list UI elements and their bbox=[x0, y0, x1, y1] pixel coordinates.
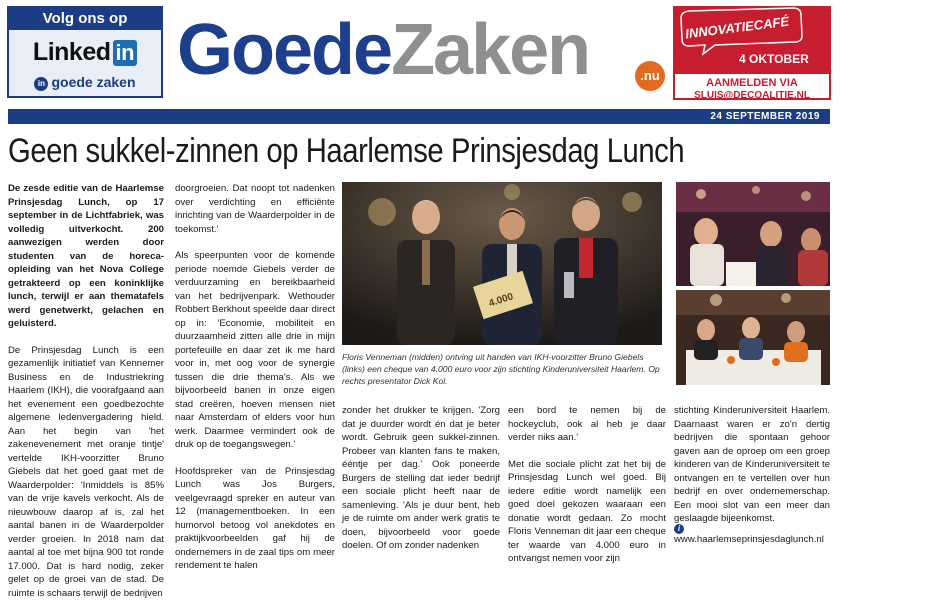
photo-three-men-cheque bbox=[342, 182, 662, 345]
innovatiecafe-date: 4 OKTOBER bbox=[739, 52, 809, 66]
photo-audience-bottom bbox=[676, 290, 830, 385]
photo-lunch-hall bbox=[676, 290, 830, 385]
photo-caption: Floris Venneman (midden) ontving uit handen van IKH-voorzitter Bruno Giebels (links) een cheque van 4.000 euro voor zijn stichting Kinderuniversiteit Haarlem. Op rechts presentator Dick Kol. bbox=[342, 352, 660, 386]
linkedin-small-icon: in bbox=[34, 77, 48, 91]
article-paragraph: Met die sociale plicht zat het bij de Prinsjesdag Lunch wel goed. Bij iedere editie wordt namelijk een goed doel gekozen waaraan een donatie wordt gedaan. Zo mocht Floris Venneman dit jaar een cheque ter waarde van 4.000 euro in ontvangst nemen voor zijn bbox=[508, 458, 666, 564]
article-column-2 bbox=[175, 182, 335, 586]
article-paragraph: een bord te nemen bij de hockeyclub, ook al heb je daar verder niks aan.' bbox=[508, 405, 666, 443]
innovatiecafe-ad[interactable] bbox=[673, 6, 831, 100]
info-icon: i bbox=[674, 524, 684, 534]
article-column-4 bbox=[508, 404, 666, 579]
article-column-3 bbox=[342, 404, 500, 566]
logo-zaken: Zaken bbox=[391, 10, 590, 90]
article-paragraph: Hoofdspreker van de Prinsjesdag Lunch was Jos Burgers, veelgevraagd spreker en auteur van 12 (managementboeken. In een humorvol betoog vol anekdotes en praktijkvoorbeelden gaf hij de ondernemers in de zaal tips om meer rendement te halen bbox=[175, 465, 335, 571]
photo-audience-top bbox=[676, 182, 830, 286]
website-link[interactable] bbox=[674, 522, 830, 545]
linkedin-logo-text: Linked bbox=[32, 38, 111, 66]
article-intro: De zesde editie van de Haarlemse Prinsjesdag Lunch, op 17 september in de Lichtfabriek, was volledig uitverkocht. 200 aanwezigen werden door studenten van de horeca-opleiding van het Nova College getrakteerd op een koninklijke lunch, terwijl er aan thematafels werd genetwerkt, gelachen en geluisterd. bbox=[8, 183, 164, 329]
article-column-5 bbox=[674, 404, 830, 539]
article-paragraph: stichting Kinderuniversiteit Haarlem. Daarnaast waren er zo'n dertig bedrijven die spontaan gehoor gaven aan de oproep om een groep kinderen van de Kinderuniversiteit te ontvangen en te vertellen over hun bedrijf en over ondernemerschap. Een mooi slot van een meer dan geslaagde bijeenkomst. bbox=[674, 405, 830, 524]
masthead-logo bbox=[177, 10, 589, 90]
linkedin-follow-box[interactable] bbox=[7, 6, 163, 98]
article-headline: Geen sukkel-zinnen op Haarlemse Prinsjesdag Lunch bbox=[8, 132, 685, 170]
website-url[interactable]: www.haarlemseprinsjesdaglunch.nl bbox=[674, 534, 824, 545]
linkedin-logo bbox=[9, 38, 161, 67]
innovatiecafe-banner bbox=[675, 8, 829, 74]
innovatiecafe-register-label: AANMELDEN VIA bbox=[706, 77, 798, 89]
article-paragraph: Als speerpunten voor de komende periode noemde Giebels verder de verduurzaming en bereikbaarheid van het bedrijvenpark. Wethouder Robbert Berkhout speelde daar direct op in: 'Economie, mobiliteit en duurzaamheid zitten alle drie in mijn portefeuille en daar zet ik me hard voor in, met oog voor de synergie tussen die drie thema's. Als we bijvoorbeeld banen in onze eigen stad creëren, hoeven mensen niet naar Amsterdam of elders voor hun werk. Daarmee vermindert ook de druk op de toegangswegen.' bbox=[175, 250, 335, 450]
logo-nu-badge: .nu bbox=[635, 61, 665, 91]
innovatiecafe-email-link[interactable]: SLUIS@DECOALITIE.NL bbox=[694, 90, 810, 101]
article-column-1 bbox=[8, 182, 164, 613]
photo-credit: Foto 's: Noortje Dalhuijsen bbox=[902, 513, 945, 543]
linkedin-group-label: goede zaken bbox=[51, 74, 136, 90]
linkedin-group bbox=[9, 74, 161, 91]
linkedin-in-icon: in bbox=[113, 40, 138, 66]
logo-goede: Goede bbox=[177, 10, 392, 90]
issue-date-bar: 24 SEPTEMBER 2019 bbox=[8, 109, 830, 124]
cheque-amount: 4.000 bbox=[487, 291, 515, 310]
linkedin-header: Volg ons op bbox=[9, 8, 161, 30]
article-paragraph: De Prinsjesdag Lunch is een gezamenlijk initiatief van Kennemer Business en de Industriekring Haarlem (IKH), die voorafgaand aan het evenement een goedbezochte algemene ledenvergadering hield. Aan het begin van 'het zakenevenement met oranje tintje' vertelde IKH-voorzitter Bruno Giebels dat het goed gaat met de Waarderpolder: 'Inmiddels is 85% van de vrije kavels verkocht. Als de nieuwbouw daarop af is, zal het aantal banen in de Waarderpolder verder groeien. In 2018 nam dat aantal al toe met bijna 900 tot ronde 17.000. Dat is hard nodig, zeker gelet op de groei van de stad. De ruimte is schaars terwijl de bedrijven bbox=[8, 344, 164, 599]
article-paragraph: doorgroeien. Dat noopt tot nadenken over verdichting en efficiënte inrichting van de Waarderpolder in de toekomst.' bbox=[175, 183, 335, 235]
innovatiecafe-title: INNOVATIECAFÉ bbox=[684, 13, 790, 42]
article-paragraph: zonder het drukker te krijgen. 'Zorg dat je duurder wordt én dat je beter wordt. Gebruik geen sukkel-zinnen. Probeer van klanten fans te maken, ééntje per dag.' Ook poneerde Burgers de stelling dat ieder bedrijf een sociale plicht heeft naar de samenleving. 'Als je duur bent, heb je de ruimte om ander werk gratis te doen, bijvoorbeeld voor goede doelen. Of om zonder nadenken bbox=[342, 405, 500, 551]
photo-audience-tables bbox=[676, 182, 830, 286]
